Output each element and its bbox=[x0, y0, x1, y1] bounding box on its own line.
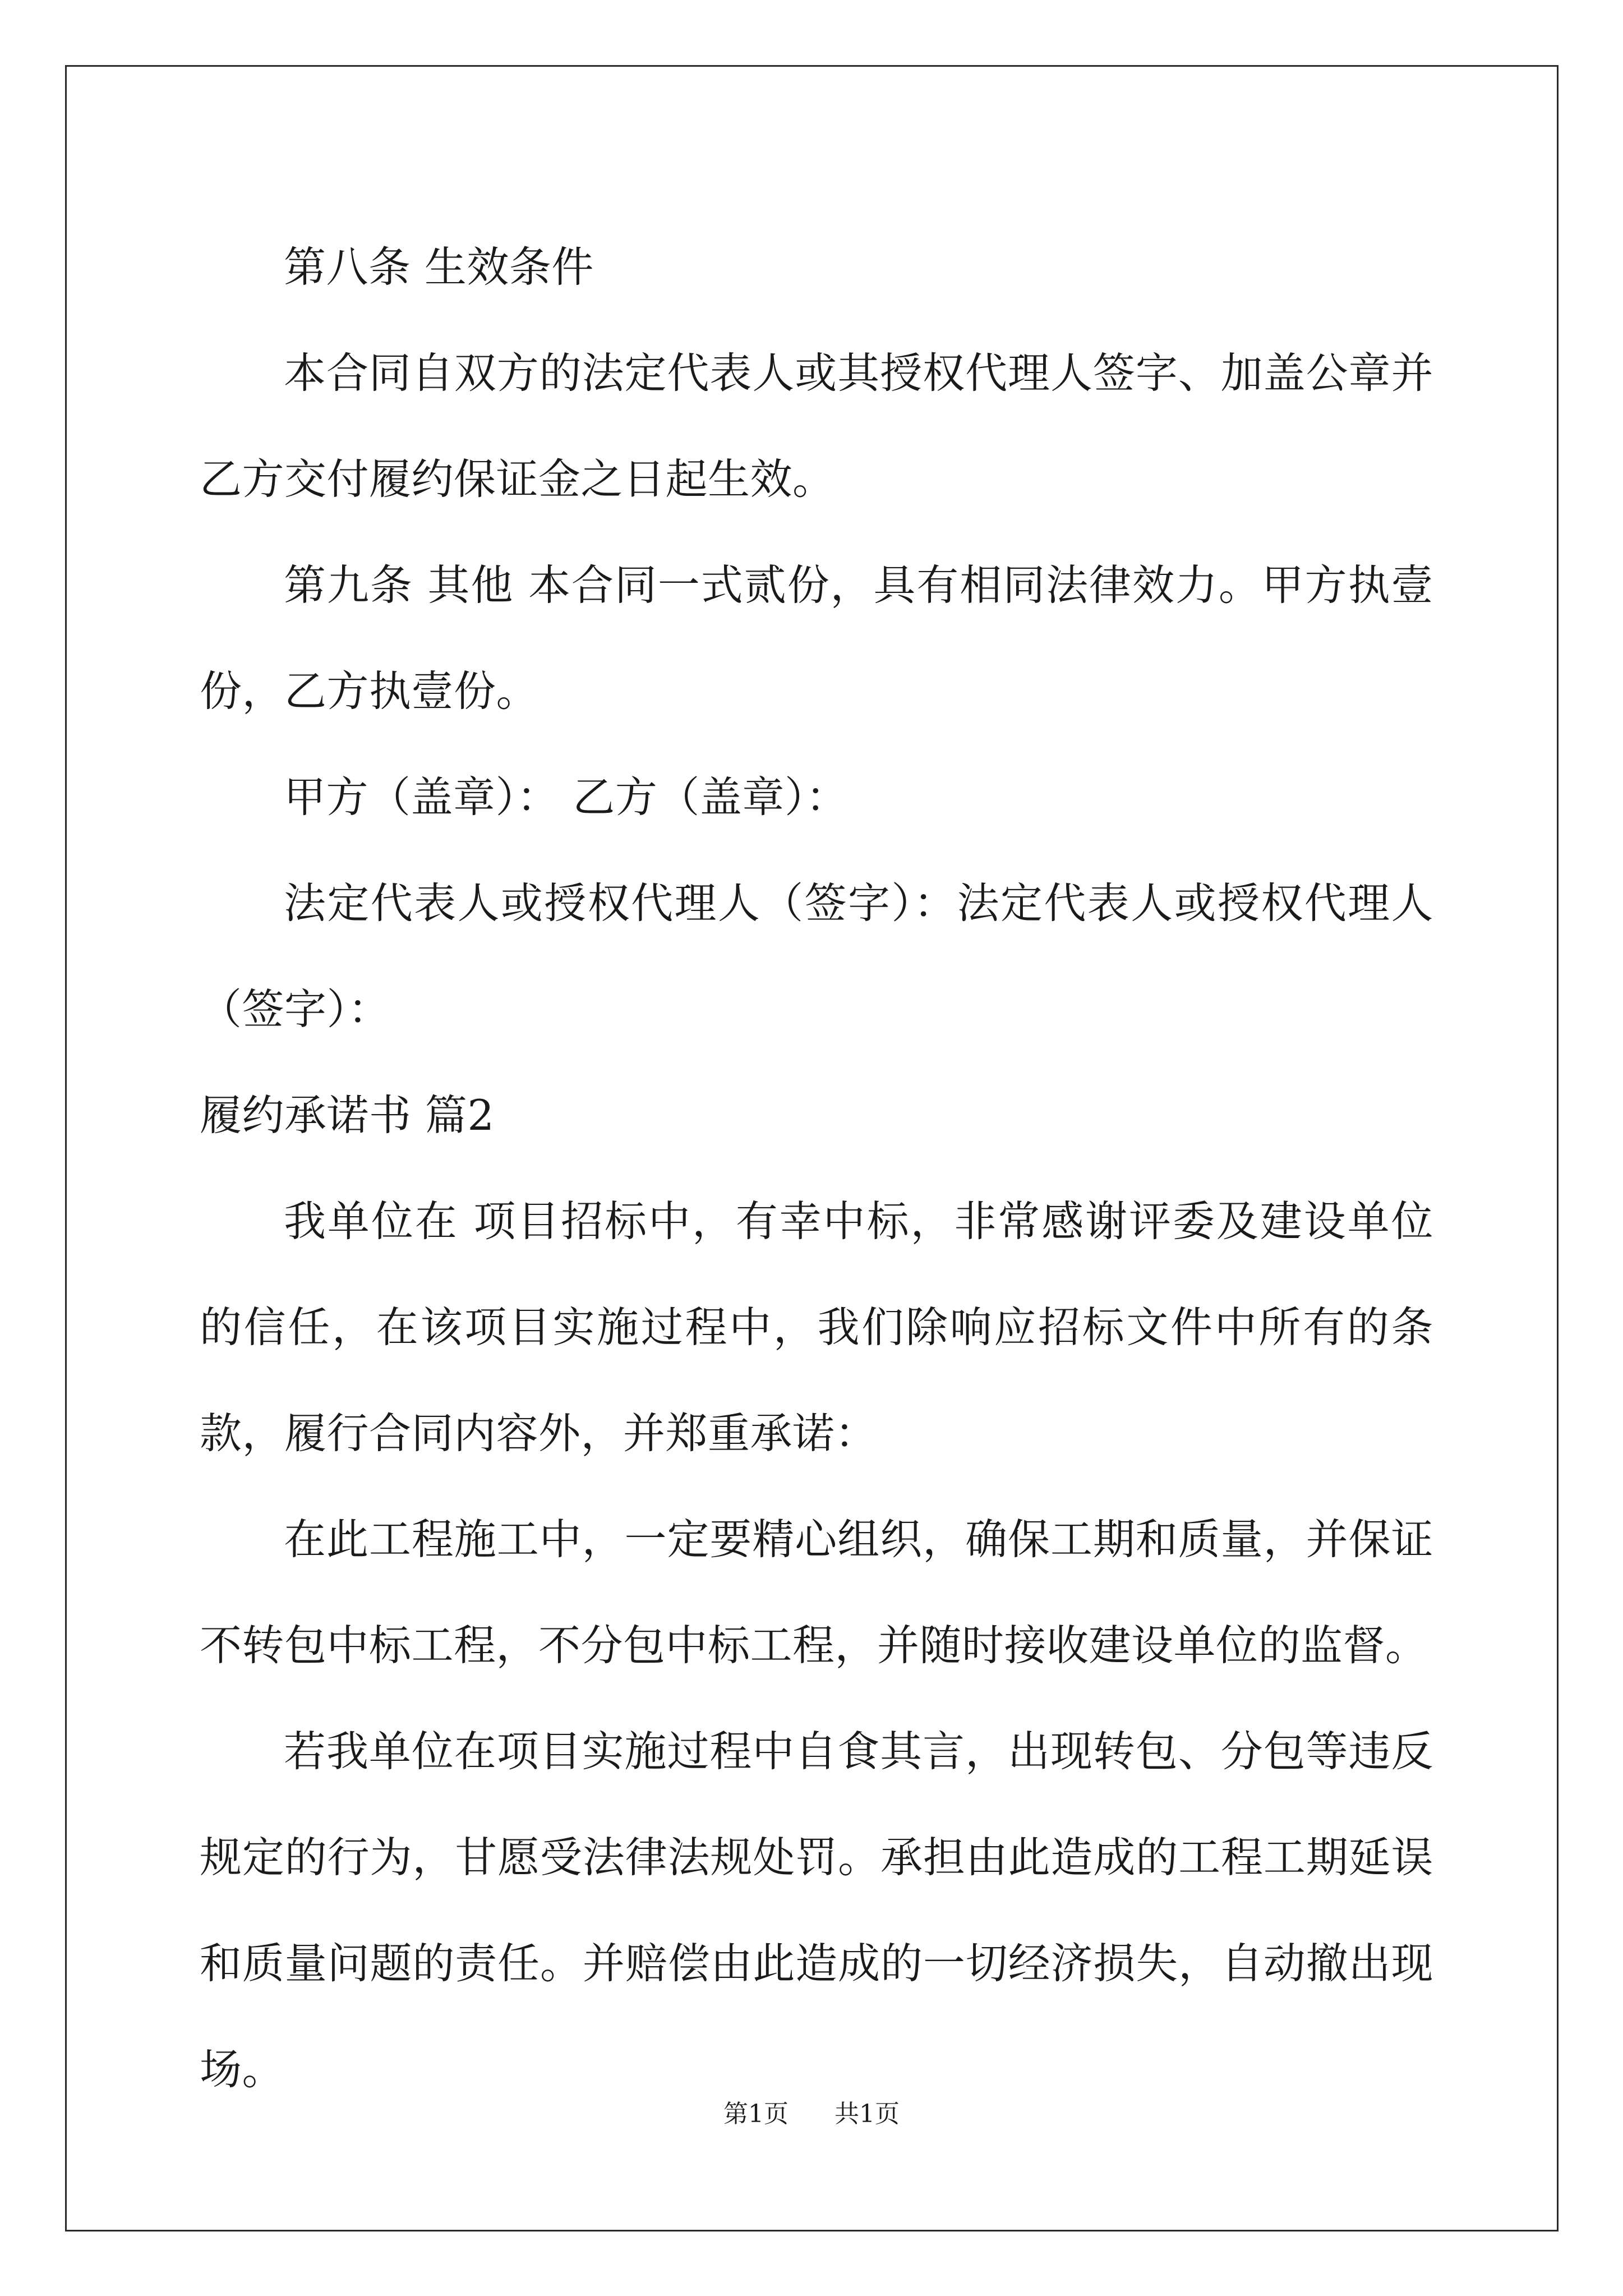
document-body bbox=[200, 214, 1433, 2123]
seal-line: 甲方（盖章）： 乙方（盖章）： bbox=[284, 772, 849, 822]
promise-intro: 我单位在 项目招标中，有幸中标，非常感谢评委及建设单位的信任，在该项目实施过程中，我们除响应招标文件中所有的条款，履行合同内容外，并郑重承诺： bbox=[200, 1197, 1433, 1458]
promise-quality: 在此工程施工中，一定要精心组织，确保工期和质量，并保证不转包中标工程，不分包中标工程，并随时接收建设单位的监督。 bbox=[200, 1515, 1433, 1670]
signature-line: 法定代表人或授权代理人（签字）：法定代表人或授权代理人（签字）： bbox=[200, 878, 1433, 1034]
section-title: 履约承诺书 篇2 bbox=[200, 1091, 495, 1140]
page-number: 第1页 bbox=[723, 2100, 789, 2128]
promise-penalty: 若我单位在项目实施过程中自食其言，出现转包、分包等违反规定的行为，甘愿受法律法规处罚。承担由此造成的工程工期延误和质量问题的责任。并赔偿由此造成的一切经济损失，自动撤出现场。 bbox=[200, 1727, 1433, 2094]
article8-heading: 第八条 生效条件 bbox=[284, 242, 594, 292]
article9-body: 第九条 其他 本合同一式贰份，具有相同法律效力。甲方执壹份，乙方执壹份。 bbox=[200, 560, 1433, 716]
page-total: 共1页 bbox=[834, 2100, 900, 2128]
page-footer bbox=[0, 2093, 1623, 2129]
article8-body: 本合同自双方的法定代表人或其授权代理人签字、加盖公章并乙方交付履约保证金之日起生效。 bbox=[200, 348, 1433, 504]
